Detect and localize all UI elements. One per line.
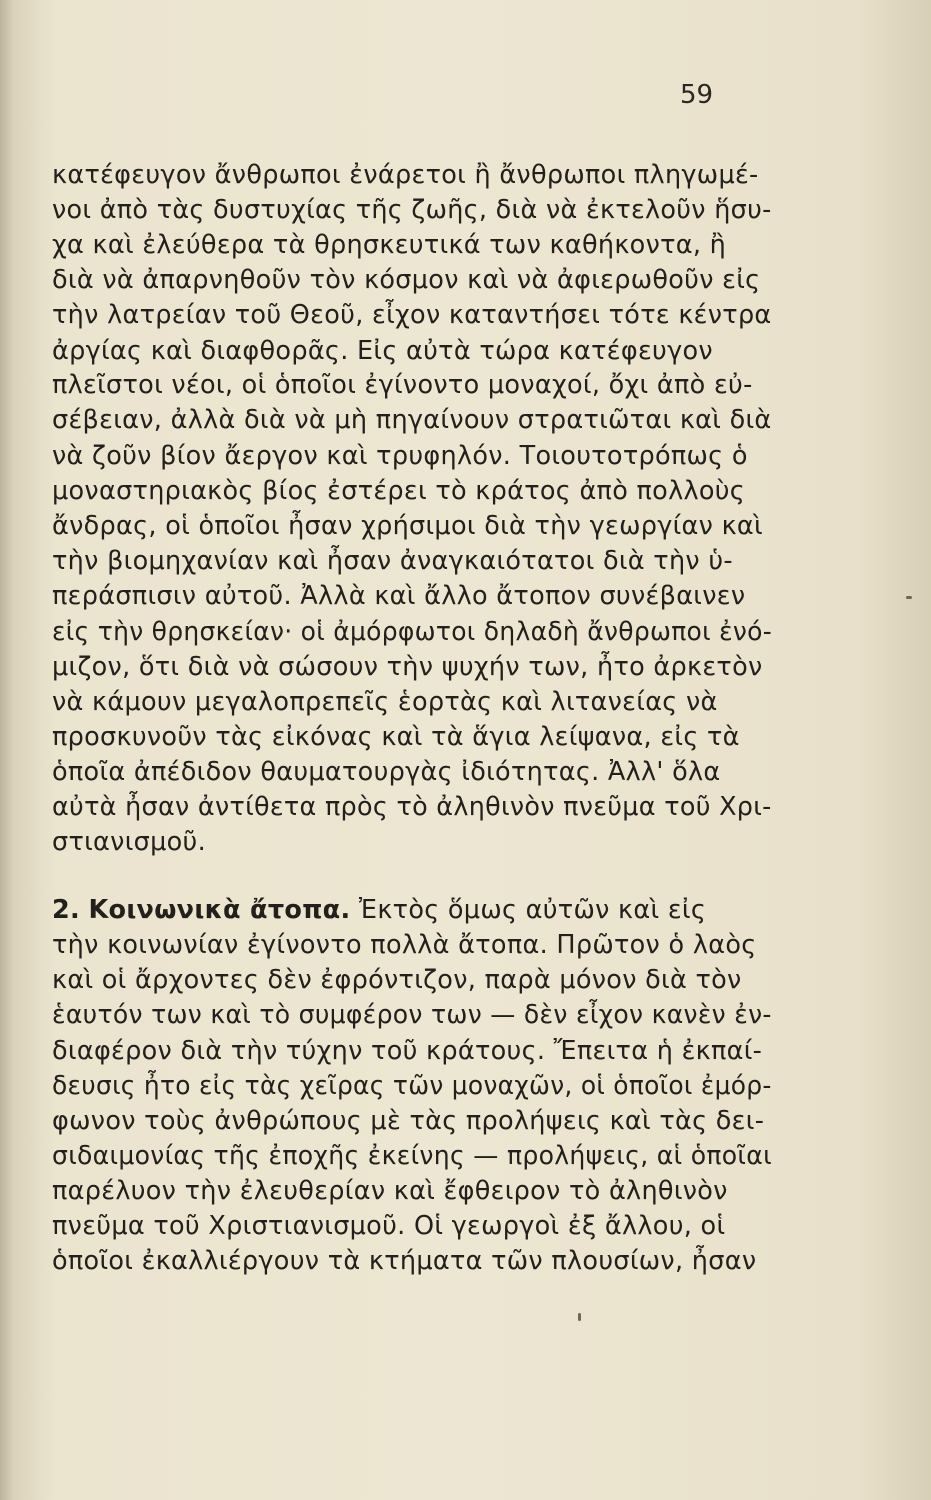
text-line: μιζον, ὅτι διὰ νὰ σώσουν τὴν ψυχήν των, ἦτο ἀρκετὸν — [52, 652, 763, 682]
text-line: τὴν κοινωνίαν ἐγίνοντο πολλὰ ἄτοπα. Πρῶτον ὁ λαὸς — [52, 930, 757, 960]
text-line: νοι ἀπὸ τὰς δυστυχίας τῆς ζωῆς, διὰ νὰ ἐκτελοῦν ἥσυ- — [52, 195, 772, 225]
text-line: στιανισμοῦ. — [52, 827, 206, 857]
text-line: σέβειαν, ἀλλὰ διὰ νὰ μὴ πηγαίνουν στρατιῶται καὶ διὰ — [52, 405, 772, 435]
page-number: 59 — [680, 80, 714, 110]
text-line: δευσις ἦτο εἰς τὰς χεῖρας τῶν μοναχῶν, οἱ ὁποῖοι ἐμόρ- — [52, 1071, 772, 1101]
section-first-line: Ἐκτὸς ὅμως αὐτῶν καὶ εἰς — [358, 895, 707, 925]
text-line: ὁποῖα ἀπέδιδον θαυματουργὰς ἰδιότητας. Ἀλλ' ὅλα — [52, 757, 721, 787]
text-line: μοναστηριακὸς βίος ἐστέρει τὸ κράτος ἀπὸ πολλοὺς — [52, 476, 746, 506]
text-line: σιδαιμονίας τῆς ἐποχῆς ἐκείνης — προλήψεις, αἱ ὁποῖαι — [52, 1141, 772, 1171]
text-line: παρέλυον τὴν ἐλευθερίαν καὶ ἔφθειρον τὸ ἀληθινὸν — [52, 1176, 728, 1206]
text-line: διὰ νὰ ἀπαρνηθοῦν τὸν κόσμον καὶ νὰ ἀφιερωθοῦν εἰς — [52, 265, 761, 295]
text-line: νὰ ζοῦν βίον ἄεργον καὶ τρυφηλόν. Τοιουτοτρόπως ὁ — [52, 441, 748, 471]
text-line: νὰ κάμουν μεγαλοπρεπεῖς ἑορτὰς καὶ λιτανείας νὰ — [52, 687, 718, 717]
text-line: χα καὶ ἐλεύθερα τὰ θρησκευτικά των καθήκοντα, ἢ — [52, 230, 727, 260]
page-fold-shadow — [0, 0, 14, 1500]
section-number: 2. — [52, 895, 81, 925]
paper-speck — [578, 1313, 581, 1321]
text-line: εἰς τὴν θρησκείαν· οἱ ἀμόρφωτοι δηλαδὴ ἄνθρωποι ἐνό- — [52, 617, 773, 647]
text-line: κατέφευγον ἄνθρωποι ἐνάρετοι ἢ ἄνθρωποι πληγωμέ- — [52, 160, 759, 190]
text-line: προσκυνοῦν τὰς εἰκόνας καὶ τὰ ἅγια λείψανα, εἰς τὰ — [52, 722, 740, 752]
text-line: τὴν βιομηχανίαν καὶ ἦσαν ἀναγκαιότατοι διὰ τὴν ὑ- — [52, 546, 733, 576]
text-line: αὐτὰ ἦσαν ἀντίθετα πρὸς τὸ ἀληθινὸν πνεῦμα τοῦ Χρι- — [52, 792, 772, 822]
text-line: καὶ οἱ ἄρχοντες δὲν ἐφρόντιζον, παρὰ μόνον διὰ τὸν — [52, 965, 742, 995]
text-line: πνεῦμα τοῦ Χριστιανισμοῦ. Οἱ γεωργοὶ ἐξ ἄλλου, οἱ — [52, 1211, 726, 1241]
text-line: πλεῖστοι νέοι, οἱ ὁποῖοι ἐγίνοντο μοναχοί, ὄχι ἀπὸ εὐ- — [52, 370, 753, 400]
section-heading-line — [52, 895, 706, 925]
text-line: διαφέρον διὰ τὴν τύχην τοῦ κράτους. Ἔπειτα ἡ ἐκπαί- — [52, 1036, 763, 1066]
text-line: ἄνδρας, οἱ ὁποῖοι ἦσαν χρήσιμοι διὰ τὴν γεωργίαν καὶ — [52, 511, 763, 541]
text-line: ἀργίας καὶ διαφθορᾶς. Εἰς αὐτὰ τώρα κατέφευγον — [52, 336, 713, 366]
paper-speck — [906, 596, 912, 599]
text-line: ὁποῖοι ἐκαλλιέργουν τὰ κτήματα τῶν πλουσίων, ἦσαν — [52, 1246, 757, 1276]
text-line: φωνον τοὺς ἀνθρώπους μὲ τὰς προλήψεις καὶ τὰς δει- — [52, 1106, 765, 1136]
text-line: περάσπισιν αὐτοῦ. Ἀλλὰ καὶ ἄλλο ἄτοπον συνέβαινεν — [52, 581, 746, 611]
text-line: τὴν λατρείαν τοῦ Θεοῦ, εἶχον καταντήσει τότε κέντρα — [52, 300, 772, 330]
text-line: ἑαυτόν των καὶ τὸ συμφέρον των — δὲν εἶχον κανὲν ἐν- — [52, 1000, 772, 1030]
section-title: Κοινωνικὰ ἄτοπα. — [88, 895, 351, 925]
